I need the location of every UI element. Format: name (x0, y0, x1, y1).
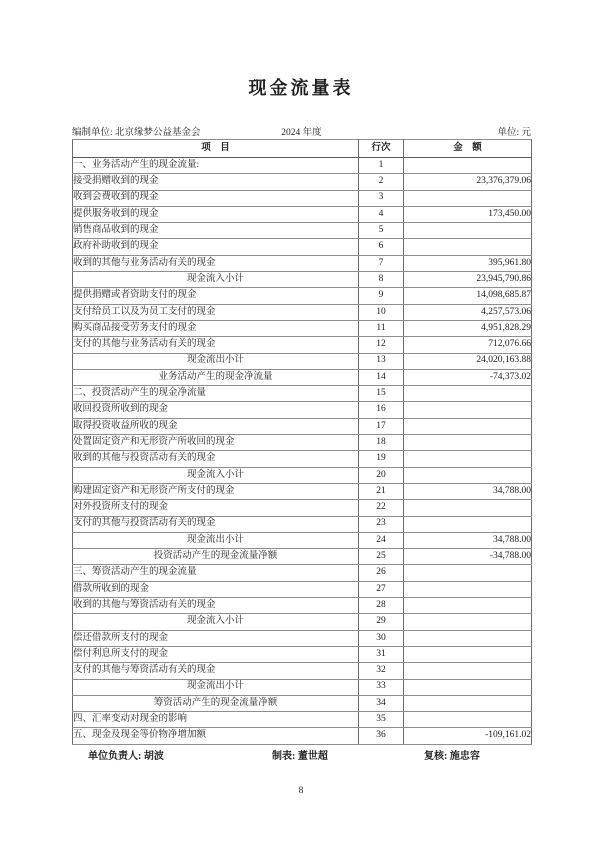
responsible-value: 胡波 (143, 751, 164, 762)
table-row (73, 272, 532, 288)
line-number-cell: 16 (359, 402, 404, 418)
line-number-cell: 20 (359, 467, 404, 483)
item-cell: 支付的其他与业务活动有关的现金 (73, 337, 359, 353)
amount-cell: 173,450.00 (404, 206, 532, 222)
line-number-cell: 35 (359, 712, 404, 728)
amount-cell (404, 467, 532, 483)
line-number-cell: 36 (359, 728, 404, 744)
table-row (73, 532, 532, 548)
preparer (272, 747, 328, 762)
item-cell: 现金流出小计 (73, 532, 359, 548)
amount-cell (404, 598, 532, 614)
line-number-cell: 7 (359, 255, 404, 271)
line-number-cell: 28 (359, 598, 404, 614)
signature-row (72, 747, 531, 763)
item-cell: 筹资活动产生的现金流量净额 (73, 695, 359, 711)
line-number-cell: 23 (359, 516, 404, 532)
table-row (73, 728, 532, 744)
table-body (73, 158, 532, 745)
table-row (73, 646, 532, 662)
table-row (73, 695, 532, 711)
item-cell: 购建固定资产和无形资产所支付的现金 (73, 483, 359, 499)
amount-cell (404, 565, 532, 581)
item-cell: 现金流入小计 (73, 272, 359, 288)
item-cell: 投资活动产生的现金流量净额 (73, 549, 359, 565)
table-row (73, 663, 532, 679)
item-cell: 支付给员工以及为员工支付的现金 (73, 304, 359, 320)
reviewer-value: 施忠容 (449, 751, 480, 762)
item-cell: 现金流入小计 (73, 467, 359, 483)
item-cell: 收回投资所收到的现金 (73, 402, 359, 418)
line-number-cell: 12 (359, 337, 404, 353)
prepared-by-value: 北京缘梦公益基金会 (115, 128, 201, 138)
amount-cell (404, 435, 532, 451)
item-cell: 收到的其他与投资活动有关的现金 (73, 451, 359, 467)
item-cell: 收到的其他与筹资活动有关的现金 (73, 598, 359, 614)
line-number-cell: 25 (359, 549, 404, 565)
table-row (73, 239, 532, 255)
item-cell: 收到会费收到的现金 (73, 190, 359, 206)
amount-cell (404, 630, 532, 646)
amount-cell (404, 386, 532, 402)
table-row (73, 581, 532, 597)
amount-cell: 712,076.66 (404, 337, 532, 353)
item-cell: 现金流入小计 (73, 614, 359, 630)
item-cell: 三、筹资活动产生的现金流量 (73, 565, 359, 581)
amount-cell (404, 581, 532, 597)
table-row (73, 467, 532, 483)
line-number-cell: 11 (359, 320, 404, 336)
column-header-amount: 金 额 (404, 140, 532, 158)
reviewer-label: 复核: (424, 751, 450, 762)
item-cell: 四、汇率变动对现金的影响 (73, 712, 359, 728)
line-number-cell: 24 (359, 532, 404, 548)
table-row (73, 206, 532, 222)
amount-cell (404, 500, 532, 516)
table-row (73, 500, 532, 516)
table-row (73, 516, 532, 532)
item-cell: 二、投资活动产生的现金净流量 (73, 386, 359, 402)
table-row (73, 190, 532, 206)
table-row (73, 630, 532, 646)
line-number-cell: 30 (359, 630, 404, 646)
line-number-cell: 27 (359, 581, 404, 597)
reviewer (424, 747, 480, 762)
item-cell: 政府补助收到的现金 (73, 239, 359, 255)
table-row (73, 288, 532, 304)
item-cell: 购买商品接受劳务支付的现金 (73, 320, 359, 336)
meta-row (72, 124, 531, 138)
line-number-cell: 34 (359, 695, 404, 711)
item-cell: 收到的其他与业务活动有关的现金 (73, 255, 359, 271)
cash-flow-table (72, 139, 532, 745)
line-number-cell: 22 (359, 500, 404, 516)
prepared-by (72, 124, 201, 138)
table-row (73, 304, 532, 320)
table-row (73, 223, 532, 239)
line-number-cell: 4 (359, 206, 404, 222)
amount-cell (404, 516, 532, 532)
table-row (73, 679, 532, 695)
line-number-cell: 9 (359, 288, 404, 304)
amount-cell: 14,098,685.87 (404, 288, 532, 304)
amount-cell (404, 679, 532, 695)
amount-cell (404, 451, 532, 467)
item-cell: 处置固定资产和无形资产所收回的现金 (73, 435, 359, 451)
item-cell: 五、现金及现金等价物净增加额 (73, 728, 359, 744)
amount-cell (404, 402, 532, 418)
amount-cell (404, 239, 532, 255)
preparer-value: 董世超 (297, 751, 328, 762)
currency-unit: 单位: 元 (497, 128, 531, 138)
table-row (73, 369, 532, 385)
amount-cell (404, 695, 532, 711)
line-number-cell: 14 (359, 369, 404, 385)
line-number-cell: 26 (359, 565, 404, 581)
table-row (73, 320, 532, 336)
amount-cell: 395,961.80 (404, 255, 532, 271)
line-number-cell: 5 (359, 223, 404, 239)
item-cell: 借款所收到的现金 (73, 581, 359, 597)
amount-cell: 24,020,163.88 (404, 353, 532, 369)
table-row (73, 255, 532, 271)
amount-cell (404, 223, 532, 239)
amount-cell (404, 614, 532, 630)
amount-cell (404, 190, 532, 206)
responsible-label: 单位负责人: (88, 751, 144, 762)
line-number-cell: 17 (359, 418, 404, 434)
item-cell: 偿付利息所支付的现金 (73, 646, 359, 662)
line-number-cell: 3 (359, 190, 404, 206)
amount-cell: -34,788.00 (404, 549, 532, 565)
item-cell: 现金流出小计 (73, 679, 359, 695)
responsible-person (88, 747, 164, 762)
prepared-by-label: 编制单位: (72, 128, 116, 138)
line-number-cell: 33 (359, 679, 404, 695)
item-cell: 支付的其他与投资活动有关的现金 (73, 516, 359, 532)
line-number-cell: 19 (359, 451, 404, 467)
preparer-label: 制表: (272, 751, 298, 762)
column-header-line: 行次 (359, 140, 404, 158)
page-number: 8 (298, 786, 304, 796)
table-row (73, 565, 532, 581)
table-row (73, 549, 532, 565)
line-number-cell: 8 (359, 272, 404, 288)
table-row (73, 614, 532, 630)
column-header-item: 项 目 (73, 140, 359, 158)
item-cell: 现金流出小计 (73, 353, 359, 369)
line-number-cell: 1 (359, 158, 404, 174)
item-cell: 对外投资所支付的现金 (73, 500, 359, 516)
amount-cell: -109,161.02 (404, 728, 532, 744)
table-row (73, 435, 532, 451)
table-row (73, 598, 532, 614)
item-cell: 一、业务活动产生的现金流量: (73, 158, 359, 174)
amount-cell (404, 158, 532, 174)
table-row (73, 402, 532, 418)
table-row (73, 483, 532, 499)
item-cell: 取得投资收益所收的现金 (73, 418, 359, 434)
page-title: 现金流量表 (248, 78, 354, 98)
item-cell: 接受捐赠收到的现金 (73, 174, 359, 190)
table-header-row (73, 140, 532, 158)
amount-cell: 4,951,828.29 (404, 320, 532, 336)
amount-cell (404, 663, 532, 679)
item-cell: 提供捐赠或者资助支付的现金 (73, 288, 359, 304)
line-number-cell: 10 (359, 304, 404, 320)
item-cell: 偿还借款所支付的现金 (73, 630, 359, 646)
line-number-cell: 29 (359, 614, 404, 630)
amount-cell (404, 712, 532, 728)
item-cell: 支付的其他与筹资活动有关的现金 (73, 663, 359, 679)
line-number-cell: 6 (359, 239, 404, 255)
amount-cell: 34,788.00 (404, 483, 532, 499)
line-number-cell: 18 (359, 435, 404, 451)
amount-cell: 23,945,790.86 (404, 272, 532, 288)
table-row (73, 451, 532, 467)
amount-cell: -74,373.02 (404, 369, 532, 385)
table-row (73, 174, 532, 190)
amount-cell: 34,788.00 (404, 532, 532, 548)
table-row (73, 353, 532, 369)
table-row (73, 158, 532, 174)
line-number-cell: 31 (359, 646, 404, 662)
table-row (73, 418, 532, 434)
fiscal-period: 2024 年度 (281, 128, 322, 138)
amount-cell (404, 418, 532, 434)
line-number-cell: 2 (359, 174, 404, 190)
table-row (73, 712, 532, 728)
line-number-cell: 21 (359, 483, 404, 499)
item-cell: 业务活动产生的现金净流量 (73, 369, 359, 385)
amount-cell: 4,257,573.06 (404, 304, 532, 320)
table-row (73, 337, 532, 353)
amount-cell: 23,376,379.06 (404, 174, 532, 190)
item-cell: 提供服务收到的现金 (73, 206, 359, 222)
line-number-cell: 13 (359, 353, 404, 369)
table-row (73, 386, 532, 402)
amount-cell (404, 646, 532, 662)
line-number-cell: 32 (359, 663, 404, 679)
line-number-cell: 15 (359, 386, 404, 402)
item-cell: 销售商品收到的现金 (73, 223, 359, 239)
